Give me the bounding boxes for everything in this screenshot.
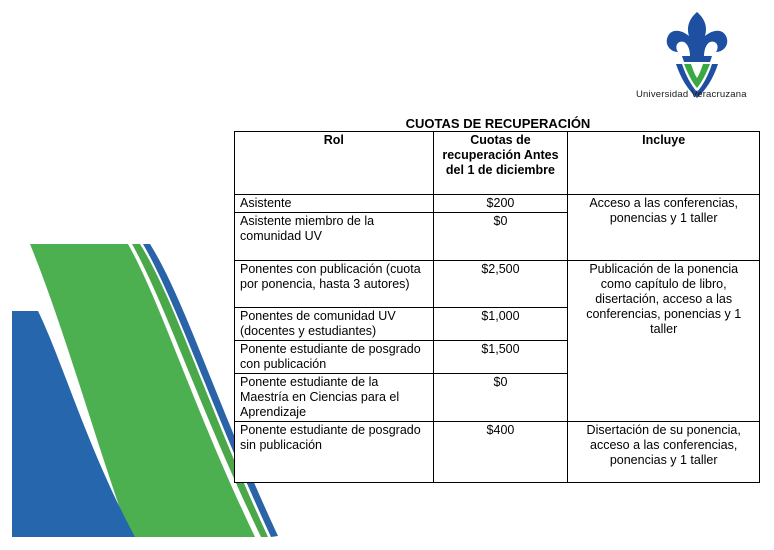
rol-cell: Ponentes con publicación (cuota por ponencia, hasta 3 autores)	[235, 261, 434, 308]
incluye-cell: Publicación de la ponencia como capítulo de libro, disertación, acceso a las conferencias, ponencias y 1 taller	[568, 261, 760, 422]
incluye-cell: Disertación de su ponencia, acceso a las conferencias, ponencias y 1 taller	[568, 422, 760, 483]
cuota-cell: $0	[433, 213, 568, 261]
table-header-row	[235, 132, 760, 195]
fees-table	[234, 131, 760, 483]
table-title: CUOTAS DE RECUPERACIÓN	[405, 116, 591, 131]
cuota-cell: $1,500	[433, 341, 568, 374]
rol-cell: Ponentes de comunidad UV (docentes y estudiantes)	[235, 308, 434, 341]
header-cuotas: Cuotas de recuperación Antes del 1 de diciembre	[433, 132, 568, 195]
table-row	[235, 261, 760, 308]
incluye-cell: Acceso a las conferencias, ponencias y 1 taller	[568, 195, 760, 261]
header-rol: Rol	[235, 132, 434, 195]
rol-cell: Ponente estudiante de la Maestría en Ciencias para el Aprendizaje	[235, 374, 434, 422]
logo-wordmark: Universidad Veracruzana	[636, 89, 747, 100]
header-incluye: Incluye	[568, 132, 760, 195]
rol-cell: Ponente estudiante de posgrado sin publicación	[235, 422, 434, 483]
cuota-cell: $200	[433, 195, 568, 213]
cuota-cell: $1,000	[433, 308, 568, 341]
cuota-cell: $2,500	[433, 261, 568, 308]
cuota-cell: $0	[433, 374, 568, 422]
rol-cell: Ponente estudiante de posgrado con publicación	[235, 341, 434, 374]
cuota-cell: $400	[433, 422, 568, 483]
rol-cell: Asistente	[235, 195, 434, 213]
rol-cell: Asistente miembro de la comunidad UV	[235, 213, 434, 261]
table-row	[235, 422, 760, 483]
table-row	[235, 195, 760, 213]
